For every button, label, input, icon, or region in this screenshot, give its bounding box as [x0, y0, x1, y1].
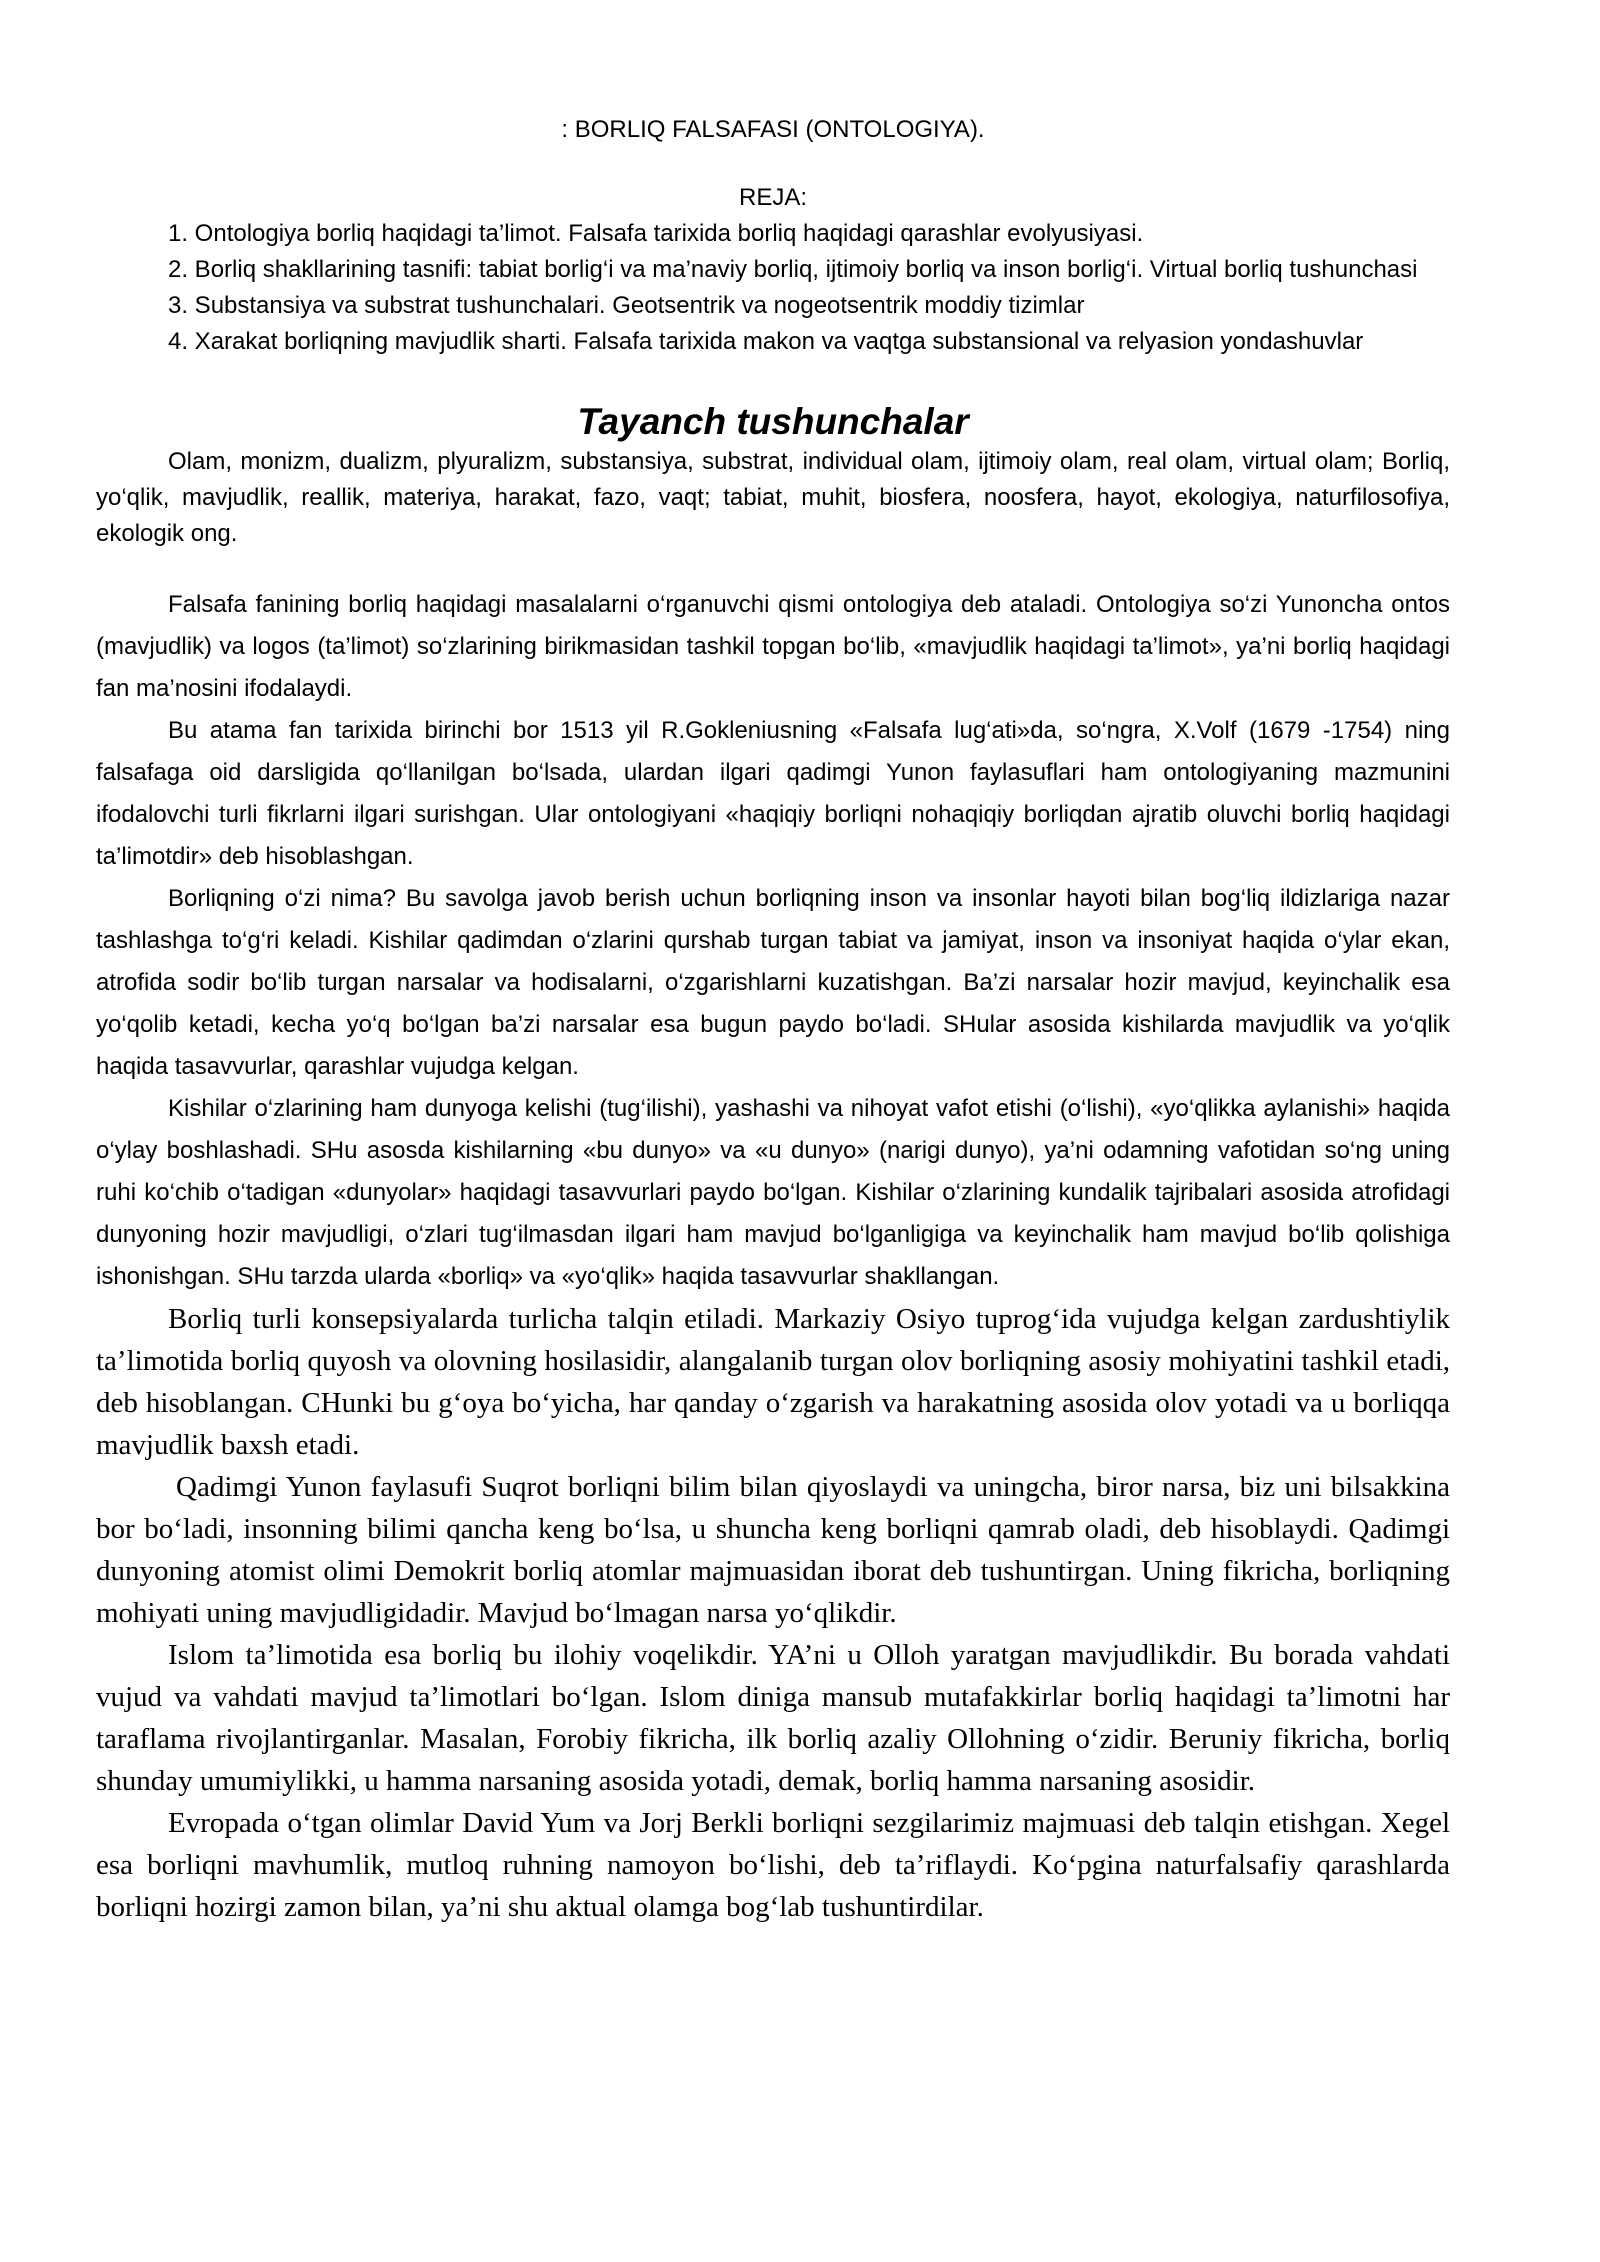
body-section-serif — [96, 1298, 1450, 1928]
key-concepts-text: Olam, monizm, dualizm, plyuralizm, substansiya, substrat, individual olam, ijtimoiy olam, real olam, virtual olam; Borliq, yo‘qlik, mavjudlik, reallik, materiya, harakat, fazo, vaqt; tabiat, muhit, biosfera, noosfera, hayot, ekologiya, naturfilosofiya, ekologik ong. — [96, 448, 1450, 547]
key-concepts-heading: Tayanch tushunchalar — [577, 401, 969, 442]
plan-list — [96, 216, 1450, 360]
plan-heading: REJA: — [738, 184, 807, 211]
body-paragraph: Qadimgi Yunon faylasufi Suqrot borliqni bilim bilan qiyoslaydi va uningcha, biror narsa, biz uni bilsakkina bor bo‘ladi, insonning bilimi qancha keng bo‘lsa, u shuncha keng borliqni qamrab oladi, deb hisoblaydi. Qadimgi dunyoning atomist olimi Demokrit borliq atomlar majmuasidan iborat deb tushuntirgan. Uning fikricha, borliqning mohiyati uning mavjudligidadir. Mavjud bo‘lmagan narsa yo‘qlikdir. — [96, 1471, 1450, 1629]
document-page — [96, 112, 1450, 1928]
body-paragraph: Kishilar o‘zlarining ham dunyoga kelishi (tug‘ilishi), yashashi va nihoyat vafot etishi (o‘lishi), «yo‘qlikka aylanishi» haqida o‘ylay boshlashadi. SHu asosda kishilarning «bu dunyo» va «u dunyo» (narigi dunyo), ya’ni odamning vafotidan so‘ng uning ruhi ko‘chib o‘tadigan «dunyolar» haqidagi tasavvurlari paydo bo‘lgan. Kishilar o‘zlarining kundalik tajribalari asosida atrofidagi dunyoning hozir mavjudligi, o‘zlari tug‘ilmasdan ilgari ham mavjud bo‘lganligiga va keyinchalik ham mavjud bo‘lib qolishiga ishonishgan. SHu tarzda ularda «borliq» va «yo‘qlik» haqida tasavvurlar shakllangan. — [96, 1095, 1450, 1290]
plan-item: 1. Ontologiya borliq haqidagi ta’limot. Falsafa tarixida borliq haqidagi qarashlar evolyusiyasi. — [168, 220, 1144, 247]
plan-item: 2. Borliq shakllarining tasnifi: tabiat borlig‘i va ma’naviy borliq, ijtimoiy borliq va inson borlig‘i. Virtual borliq tushunchasi — [168, 256, 1418, 283]
body-paragraph: Borliqning o‘zi nima? Bu savolga javob berish uchun borliqning inson va insonlar hayoti bilan bog‘liq ildizlariga nazar tashlashga to‘g‘ri keladi. Kishilar qadimdan o‘zlarini qurshab turgan tabiat va jamiyat, inson va insoniyat haqida o‘ylar ekan, atrofida sodir bo‘lib turgan narsalar va hodisalarni, o‘zgarishlarni kuzatishgan. Ba’zi narsalar hozir mavjud, keyinchalik esa yo‘qolib ketadi, kecha yo‘q bo‘lgan ba’zi narsalar esa bugun paydo bo‘ladi. SHular asosida kishilarda mavjudlik va yo‘qlik haqida tasavvurlar, qarashlar vujudga kelgan. — [96, 885, 1450, 1080]
plan-item: 3. Substansiya va substrat tushunchalari. Geotsentrik va nogeotsentrik moddiy tizimlar — [168, 292, 1085, 319]
document-title: : BORLIQ FALSAFASI (ONTOLOGIYA). — [561, 116, 985, 143]
body-paragraph: Islom ta’limotida esa borliq bu ilohiy voqelikdir. YA’ni u Olloh yaratgan mavjudlikdir. Bu borada vahdati vujud va vahdati mavjud ta’limotlari bo‘lgan. Islom diniga mansub mutafakkirlar borliq haqidagi ta’limotni har taraflama rivojlantirganlar. Masalan, Forobiy fikricha, ilk borliq azaliy Ollohning o‘zidir. Beruniy fikricha, borliq shunday umumiylikki, u hamma narsaning asosida yotadi, demak, borliq hamma narsaning asosidir. — [96, 1639, 1450, 1797]
body-paragraph: Falsafa fanining borliq haqidagi masalalarni o‘rganuvchi qismi ontologiya deb ataladi. Ontologiya so‘zi Yunoncha ontos (mavjudlik) va logos (ta’limot) so‘zlarining birikmasidan tashkil topgan bo‘lib, «mavjudlik haqidagi ta’limot», ya’ni borliq haqidagi fan ma’nosini ifodalaydi. — [96, 591, 1450, 702]
plan-item: 4. Xarakat borliqning mavjudlik sharti. Falsafa tarixida makon va vaqtga substansional va relyasion yondashuvlar — [168, 328, 1364, 355]
body-paragraph: Bu atama fan tarixida birinchi bor 1513 yil R.Gokleniusning «Falsafa lug‘ati»da, so‘ngra, X.Volf (1679 -1754) ning falsafaga oid darsligida qo‘llanilgan bo‘lsada, ulardan ilgari qadimgi Yunon faylasuflari ham ontologiyaning mazmunini ifodalovchi turli fikrlarni ilgari surishgan. Ular ontologiyani «haqiqiy borliqni nohaqiqiy borliqdan ajratib oluvchi borliq haqidagi ta’limotdir» deb hisoblashgan. — [96, 717, 1450, 870]
body-paragraph: Borliq turli konsepsiyalarda turlicha talqin etiladi. Markaziy Osiyo tuprog‘ida vujudga kelgan zardushtiylik ta’limotida borliq quyosh va olovning hosilasidir, alangalanib turgan olov borliqning asosiy mohiyatini tashkil etadi, deb hisoblangan. CHunki bu g‘oya bo‘yicha, har qanday o‘zgarish va harakatning asosida olov yotadi va u borliqqa mavjudlik baxsh etadi. — [96, 1303, 1450, 1461]
body-paragraph: Evropada o‘tgan olimlar David Yum va Jorj Berkli borliqni sezgilarimiz majmuasi deb talqin etishgan. Xegel esa borliqni mavhumlik, mutloq ruhning namoyon bo‘lishi, deb ta’riflaydi. Ko‘pgina naturfalsafiy qarashlarda borliqni hozirgi zamon bilan, ya’ni shu aktual olamga bog‘lab tushuntirdilar. — [96, 1807, 1450, 1923]
body-section-sans — [96, 584, 1450, 1298]
